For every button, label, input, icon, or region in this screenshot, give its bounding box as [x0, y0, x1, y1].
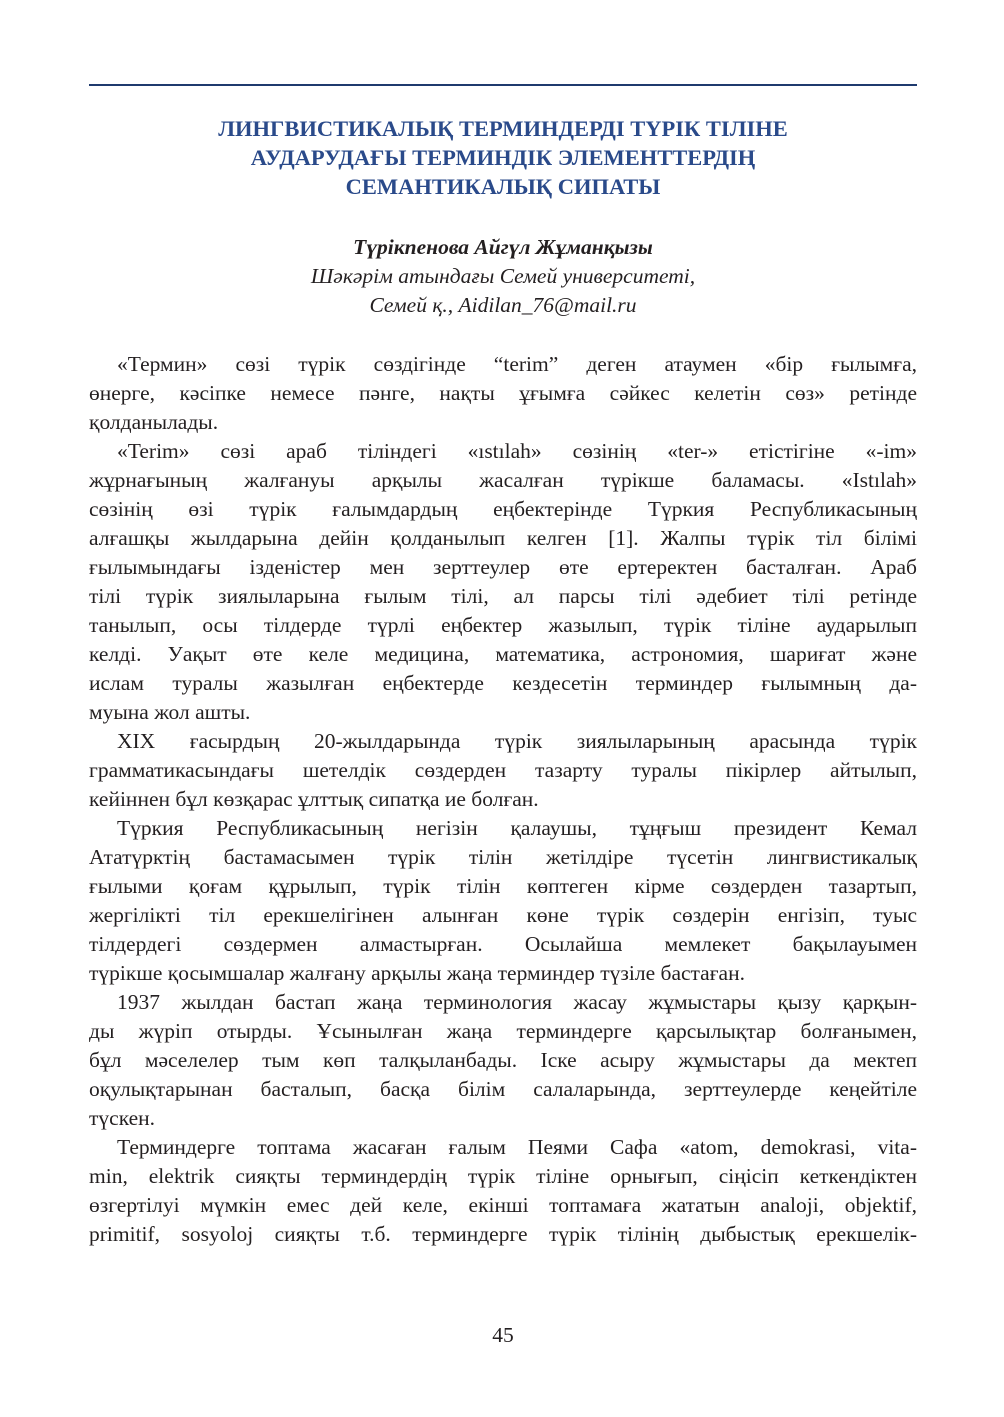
text-line: XIX ғасырдың 20-жылдарында түрік зиялыларының арасында түрік	[117, 729, 917, 753]
paragraph-3	[89, 727, 917, 814]
text-line: грамматикасындағы шетелдік сөздерден тазарту туралы пікірлер айтылып,	[89, 758, 917, 782]
text-line: 1937 жылдан бастап жаңа терминология жасау жұмыстары қызу қарқын-	[117, 990, 917, 1014]
text-line: өнерге, кәсіпке немесе пәнге, нақты ұғымға сәйкес келетін сөз» ретінде	[89, 381, 917, 405]
author-location-email: Семей қ., Aidilan_76@mail.ru	[369, 293, 637, 317]
paragraph-1	[89, 350, 917, 437]
author-name: Түрікпенова Айгүл Жұманқызы	[353, 235, 653, 259]
text-line: «Terim» сөзі араб тіліндегі «ıstılah» сөзінің «ter-» етістігіне «-im»	[117, 439, 917, 463]
text-line: ғылыми қоғам құрылып, түрік тілін көптеген кірме сөздерден тазартып,	[89, 874, 917, 898]
text-line: тілі түрік зиялыларына ғылым тілі, ал парсы тілі әдебиет тілі ретінде	[89, 584, 917, 608]
text-line: түскен.	[89, 1106, 156, 1130]
text-line: min, elektrik сияқты терминдердің түрік тіліне орнығып, сіңісіп кеткендіктен	[89, 1164, 917, 1188]
text-line: бұл мәселелер тым көп талқыланбады. Іске асыру жұмыстары да мектеп	[89, 1048, 917, 1072]
text-line: түрікше қосымшалар жалғану арқылы жаңа терминдер түзіле бастаған.	[89, 961, 745, 985]
text-line: Ататүрктің бастамасымен түрік тілін жетілдіре түсетін лингвистикалық	[89, 845, 917, 869]
paragraph-6	[89, 1133, 917, 1249]
text-line: ғылымындағы ізденістер мен зерттеулер өте ертеректен басталған. Араб	[89, 555, 917, 579]
paragraph-4	[89, 814, 917, 988]
text-line: алғашқы жылдарына дейін қолданылып келген [1]. Жалпы түрік тіл білімі	[89, 526, 917, 550]
text-line: өзгертілуі мүмкін емес дей келе, екінші топтамаға жататын analoji, objektif,	[89, 1193, 917, 1217]
text-line: кейіннен бұл көзқарас ұлттық сипатқа ие болған.	[89, 787, 539, 811]
text-line: Түркия Республикасының негізін қалаушы, тұңғыш президент Кемал	[117, 816, 917, 840]
title-line-3: СЕМАНТИКАЛЫҚ СИПАТЫ	[345, 174, 661, 199]
text-line: танылып, осы тілдерде түрлі еңбектер жазылып, түрік тіліне аударылып	[89, 613, 917, 637]
title-line-1: ЛИНГВИСТИКАЛЫҚ ТЕРМИНДЕРДІ ТҮРІК ТІЛІНЕ	[218, 116, 788, 141]
text-line: ды жүріп отырды. Ұсынылған жаңа терминдерге қарсылықтар болғанымен,	[89, 1019, 917, 1043]
text-line: тілдердегі сөздермен алмастырған. Осылайша мемлекет бақылауымен	[89, 932, 917, 956]
article-title	[89, 114, 917, 201]
text-line: Терминдерге топтама жасаған ғалым Пеями Сафа «atom, demokrasi, vita-	[117, 1135, 917, 1159]
paragraph-2	[89, 437, 917, 727]
text-line: жергілікті тіл ерекшелігінен алынған көне түрік сөздерін енгізіп, туыс	[89, 903, 917, 927]
author-block	[89, 233, 917, 320]
article-body	[89, 350, 917, 1249]
header-rule	[89, 84, 917, 86]
text-line: муына жол ашты.	[89, 700, 251, 724]
title-line-2: АУДАРУДАҒЫ ТЕРМИНДІК ЭЛЕМЕНТТЕРДІҢ	[250, 145, 756, 170]
author-affiliation: Шәкәрім атындағы Семей университеті,	[310, 264, 696, 288]
text-line: «Термин» сөзі түрік сөздігінде “terim” деген атаумен «бір ғылымға,	[117, 352, 917, 376]
text-line: келді. Уақыт өте келе медицина, математика, астрономия, шариғат және	[89, 642, 917, 666]
text-line: оқулықтарынан басталып, басқа білім салаларында, зерттеулерде кеңейтіле	[89, 1077, 917, 1101]
text-line: ислам туралы жазылған еңбектерде кездесетін терминдер ғылымның да-	[89, 671, 917, 695]
text-line: сөзінің өзі түрік ғалымдардың еңбектерінде Түркия Республикасының	[89, 497, 917, 521]
text-line: қолданылады.	[89, 410, 219, 434]
text-line: жұрнағының жалғануы арқылы жасалған түрікше баламасы. «Istılah»	[89, 468, 917, 492]
text-line: primitif, sosyoloj сияқты т.б. терминдерге түрік тілінің дыбыстық ерекшелік-	[89, 1222, 917, 1246]
paragraph-5	[89, 988, 917, 1133]
page-number: 45	[492, 1323, 514, 1347]
